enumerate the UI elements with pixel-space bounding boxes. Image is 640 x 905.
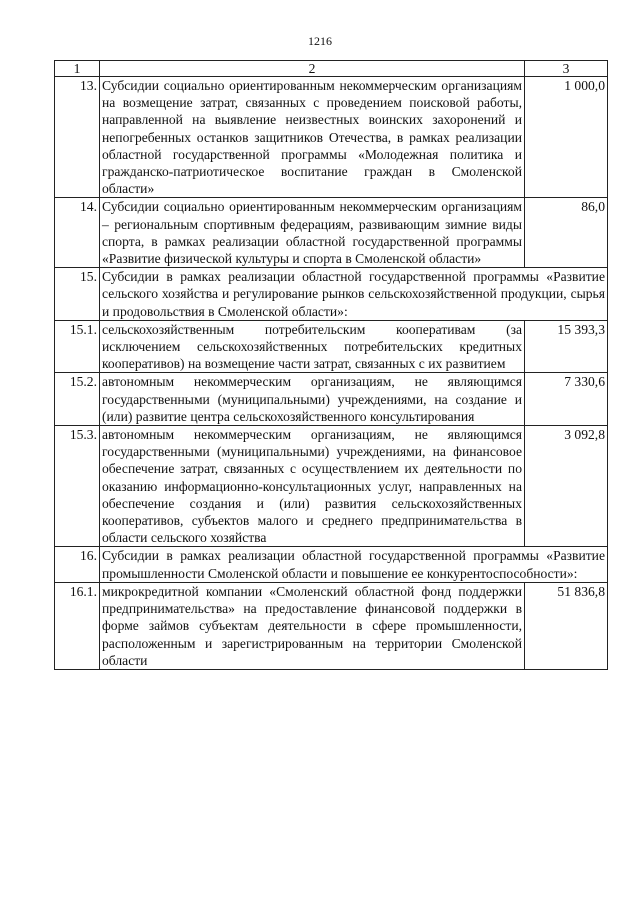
row-description: Субсидии социально ориентированным некоммерческим организациям – региональным спортивным федерациям, развивающим зимние виды спорта, в рамках реализации областной государственной программы «Развитие физической культуры и спорта в Смоленской области» <box>100 198 525 268</box>
table-row-section-heading <box>55 547 608 582</box>
row-amount: 15 393,3 <box>525 320 608 373</box>
row-amount: 3 092,8 <box>525 426 608 547</box>
table-row <box>55 582 608 669</box>
table-row <box>55 320 608 373</box>
row-number: 15.1. <box>55 320 100 373</box>
row-amount: 7 330,6 <box>525 373 608 426</box>
row-description: автономным некоммерческим организациям, не являющимся государственными (муниципальными) учреждениями, на финансовое обеспечение затрат, связанных с осуществлением их деятельности по оказанию информационно-консультационных услуг, направленных на обеспечение создания и (или) развития сельскохозяйственных кооперативов, субъектов малого и среднего предпринимательства в области сельского хозяйства <box>100 426 525 547</box>
row-description: микрокредитной компании «Смоленский областной фонд поддержки предпринимательства» на предоставление финансовой поддержки в форме займов субъектам деятельности в сфере промышленности, расположенным и зарегистрированным на территории Смоленской области <box>100 582 525 669</box>
row-number: 15. <box>55 268 100 321</box>
table-row <box>55 426 608 547</box>
row-number: 14. <box>55 198 100 268</box>
table-row <box>55 373 608 426</box>
page-number: 1216 <box>308 34 332 48</box>
table-header-row <box>55 61 608 77</box>
column-header-amount: 3 <box>525 61 608 77</box>
row-number: 15.3. <box>55 426 100 547</box>
row-amount: 86,0 <box>525 198 608 268</box>
row-amount: 51 836,8 <box>525 582 608 669</box>
row-amount: 1 000,0 <box>525 77 608 198</box>
row-description: Субсидии в рамках реализации областной государственной программы «Развитие промышленности Смоленской области и повышение ее конкурентоспособности»: <box>100 547 608 582</box>
row-number: 16. <box>55 547 100 582</box>
row-description: автономным некоммерческим организациям, не являющимся государственными (муниципальными) учреждениями, на создание и (или) развитие центра сельскохозяйственного консультирования <box>100 373 525 426</box>
row-number: 13. <box>55 77 100 198</box>
column-header-number: 1 <box>55 61 100 77</box>
column-header-description: 2 <box>100 61 525 77</box>
row-number: 15.2. <box>55 373 100 426</box>
subsidies-table <box>54 60 608 670</box>
row-description: Субсидии социально ориентированным некоммерческим организациям на возмещение затрат, связанных с проведением поисковой работы, направленной на выявление неизвестных воинских захоронений и непогребенных останков защитников Отечества, в рамках реализации областной государственной программы «Молодежная политика и гражданско-патриотическое воспитание граждан в Смоленской области» <box>100 77 525 198</box>
row-description: Субсидии в рамках реализации областной государственной программы «Развитие сельского хозяйства и регулирование рынков сельскохозяйственной продукции, сырья и продовольствия в Смоленской области»: <box>100 268 608 321</box>
row-number: 16.1. <box>55 582 100 669</box>
table-row <box>55 198 608 268</box>
table-row <box>55 77 608 198</box>
row-description: сельскохозяйственным потребительским кооперативам (за исключением сельскохозяйственных потребительских кредитных кооперативов) на возмещение части затрат, связанных с их развитием <box>100 320 525 373</box>
table-row-section-heading <box>55 268 608 321</box>
